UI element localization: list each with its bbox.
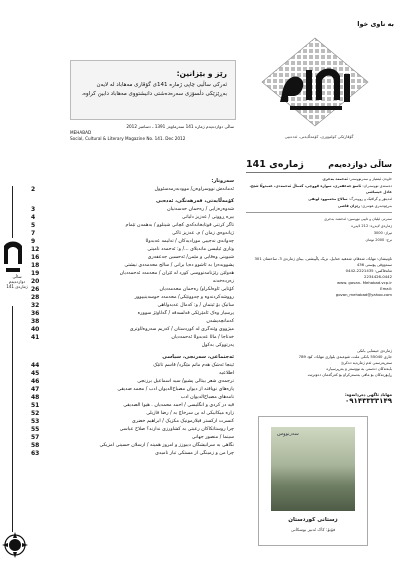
contact-info bbox=[246, 256, 392, 298]
toc-item[interactable] bbox=[28, 186, 234, 194]
contact-line[interactable]: Email: bbox=[380, 286, 392, 291]
editorial-body: ئەرکی ساڵیی چاپی ژمارە 141ی گۆڤاری مەهاباد لە لایەن بەڕێزێکی دڵسۆزی سەرەدەشتی دانیشتووی مەهاباد دابین کراوە. bbox=[81, 82, 227, 97]
magazine-logo bbox=[260, 36, 370, 128]
staff-line bbox=[246, 216, 392, 222]
bank-line: جاری 55040 بانکی ملت، شوعبەی بلواری مهاباد، کۆد 789 bbox=[298, 354, 392, 359]
cover-caption-credit: فۆتۆ: کاک ئەنیر بوسکانی bbox=[290, 528, 336, 533]
toc-page-number: 18 bbox=[31, 262, 40, 269]
toc-item[interactable] bbox=[28, 262, 234, 270]
toc-page-number: 26 bbox=[31, 286, 40, 293]
toc-item[interactable] bbox=[28, 410, 234, 418]
bank-line: بابەتەکان دەستی بە نووسەر و بەرپرسیارە bbox=[326, 366, 392, 371]
staff-name: ئەحمەد بەحری bbox=[322, 177, 348, 181]
toc-page-number: 38 bbox=[31, 318, 40, 325]
toc-title: ئینجا ئەشک هەم ماتم مێگرد/ قاسم تاتێک bbox=[153, 363, 234, 368]
toc-page-number: 45 bbox=[31, 370, 40, 377]
toc-item[interactable] bbox=[28, 238, 234, 246]
toc-item[interactable] bbox=[28, 230, 234, 238]
toc-page-number: 4 bbox=[31, 214, 36, 221]
toc-item[interactable] bbox=[28, 450, 234, 458]
toc-title: کۆتایی ئاوەڵکراو/ رەحمان محەمەدیان bbox=[159, 287, 234, 292]
toc-title: اطلاعیه bbox=[219, 371, 234, 376]
toc-title: کنسرت ارکستر فیلارمونیک مکزیک / ابراهیم خضری bbox=[131, 419, 234, 424]
toc-item[interactable] bbox=[28, 302, 234, 310]
toc-title: رووشەکردنەوە و چەوونێکی/ محەمەد حوسەینیپوور bbox=[134, 295, 234, 300]
contact-line: 2234426-0442 bbox=[364, 274, 392, 279]
toc-title: ژیانەوەی زمان / م. عەزیز تاکی bbox=[171, 231, 234, 236]
year-label: ساڵی دوازدەیەم bbox=[328, 159, 392, 169]
toc-item[interactable] bbox=[28, 434, 234, 442]
toc-item[interactable] bbox=[28, 206, 234, 214]
toc-title: پەرتووکی بەکوڵ bbox=[201, 343, 234, 348]
toc-title: ساتیک بۆ ئیتمان / و: کەماڵ عەبدوڵاهی bbox=[157, 303, 234, 308]
toc-item[interactable] bbox=[28, 246, 234, 254]
toc-item[interactable] bbox=[28, 254, 234, 262]
toc-page-number: 44 bbox=[31, 362, 40, 369]
toc-title: سینما / منصور جهانی bbox=[191, 435, 234, 440]
toc-page-number: 58 bbox=[31, 442, 40, 449]
toc-title: زارە میکانیکی لە بن سرخاچ به / رضا فازیلی bbox=[146, 411, 234, 416]
toc-item[interactable] bbox=[28, 214, 234, 222]
contact-line: تەلەفاکس: 2221435-0442 bbox=[345, 268, 392, 273]
staff-line bbox=[246, 230, 392, 236]
staff-name: تیراژ: 3000 bbox=[373, 231, 392, 235]
toc-item[interactable] bbox=[28, 394, 234, 402]
toc-page-number: 5 bbox=[31, 222, 36, 229]
toc-page-number: 9 bbox=[31, 238, 36, 245]
toc-title: تاگر کرتنی قوتابخانەکەی کچانی شینلوو / بەهمەن تێمام bbox=[125, 223, 234, 228]
toc-item[interactable] bbox=[28, 426, 234, 434]
editorial-title: رێز و بێزانین: bbox=[176, 69, 227, 78]
issue-info bbox=[70, 124, 234, 142]
phone-info bbox=[246, 391, 392, 405]
staff-line: خاوەن ئیمتیاز و سەرنووسەر: ئەحمەد بەحری bbox=[322, 177, 392, 181]
toc-title: خەتاجا / ماڵا عەبدوڵا ئەحمەدیان bbox=[171, 335, 234, 340]
toc-title: چرا من و زمینگی از مستکی تبار نامیدی bbox=[155, 451, 234, 456]
toc-item[interactable] bbox=[28, 402, 234, 410]
side-logo-mark bbox=[0, 238, 26, 306]
side-issue: ژمارەی 141 bbox=[6, 284, 28, 289]
toc-page-number: 7 bbox=[31, 230, 36, 237]
staff-line: بەڕێوەبەری هونەری: رێزان قاضی bbox=[337, 204, 392, 208]
side-year: ساڵی دوازدەیەم bbox=[8, 274, 26, 284]
toc-title: میژووی وێنەگری لە کوردستان / کەریم سەروەڵاوتری bbox=[129, 327, 234, 332]
staff-name: رێزان قاضی bbox=[337, 204, 360, 208]
bank-line: سەرپەرستی ئەم ژمارەیە دەکرێ bbox=[340, 360, 392, 365]
toc-title: نامەهای مصباح‌الدیوان ادب bbox=[180, 395, 234, 400]
section-heading: سەروتار: bbox=[211, 178, 234, 184]
toc-page-number: 47 bbox=[31, 386, 40, 393]
toc-title: شەوەرەزایی / رەحمان حەسەنیان bbox=[167, 207, 234, 212]
toc-page-number: 16 bbox=[31, 254, 40, 261]
basmala-text: به ناوی خوا bbox=[357, 20, 394, 28]
toc-item[interactable] bbox=[28, 278, 234, 286]
toc-page-number: 63 bbox=[31, 450, 40, 457]
toc-page-number: 28 bbox=[31, 294, 40, 301]
toc-title: شیوینی وەفایی و مێمن/ ئەحسین جەعفەری bbox=[147, 255, 234, 260]
toc-item[interactable] bbox=[28, 326, 234, 334]
toc-title: چرا روستاتکاکان رعبتی به کشاورزی ندارند؟ صلاح عباسی bbox=[119, 427, 234, 432]
table-of-contents bbox=[28, 178, 234, 528]
toc-title: قید در کردی و انگلیسی / احمد محمدیان . هیوا الصدیقی bbox=[123, 403, 234, 408]
cover-photo bbox=[271, 427, 355, 511]
toc-page-number: 48 bbox=[31, 394, 40, 401]
issue-info-kurdish: ساڵی دوازدەیەم ژمارە 141 سەرماوەز 1391 ـ دسامبر 2012 bbox=[126, 124, 234, 129]
toc-page-number: 55 bbox=[31, 426, 40, 433]
toc-page-number: 32 bbox=[31, 302, 40, 309]
bank-info bbox=[246, 348, 392, 378]
divider bbox=[246, 212, 392, 213]
staff-role: خاوەن ئیمتیاز و سەرنووسەر bbox=[350, 177, 392, 181]
issue-row bbox=[246, 156, 392, 173]
toc-page-number: 2 bbox=[31, 186, 36, 193]
toc-title: وتاری ئیلیسن ماندیلای .../ و: ئەحمەد نامیتی bbox=[147, 247, 234, 252]
toc-item[interactable] bbox=[28, 362, 234, 370]
staff-name: سەرتی ئیلیان و تایپی نووسین: ئەحمەد بەحری bbox=[324, 217, 392, 221]
side-volume-label bbox=[5, 274, 29, 289]
toc-title: پرسیار وەک ئامێرێکی فەلسەفە / گەڵاوێژ سووره bbox=[137, 311, 234, 316]
toc-item[interactable] bbox=[28, 222, 234, 230]
bank-line: ڕاپۆرتەکان بۆ مافی بەسەرکراو بۆ کەرگەمان دەوترێت bbox=[307, 372, 392, 377]
toc-item[interactable] bbox=[28, 342, 234, 350]
toc-title: بیرە ڕووتی / عەزیز دڵیاتی bbox=[181, 215, 234, 220]
toc-title: ئەمانەش نووسراوەن/ موودبەرمەسئوول bbox=[154, 187, 234, 192]
toc-item[interactable] bbox=[28, 418, 234, 426]
section-heading: کۆمەڵایەتی، فەرهەنگی، ئەدەبی bbox=[156, 198, 234, 204]
toc-page-number: 40 bbox=[31, 326, 40, 333]
toc-title: پشووبدەرا بە ئاشوو دەیا برانی / سالح محەمەدی نیشتی bbox=[124, 263, 234, 268]
toc-item[interactable] bbox=[28, 294, 234, 302]
toc-item[interactable] bbox=[28, 386, 234, 394]
staff-name: ئاسۆ جەعفەری، سوارە قووچی، کەماڵ ئەحمەدی، عەبدوڵا شێخ، عادل خیساشی bbox=[249, 184, 392, 194]
toc-page-number: 19 bbox=[31, 270, 40, 277]
staff-role: دەستەی نووسەران bbox=[363, 184, 392, 188]
staff-line: ئەدیتۆر و گرافیک و رووبەرگ: سالاح محەموود لوتفی bbox=[308, 197, 392, 201]
contact-line[interactable]: govan_mehabad@yahoo.com bbox=[335, 292, 392, 297]
toc-item[interactable] bbox=[28, 270, 234, 278]
toc-item[interactable] bbox=[28, 442, 234, 450]
staff-role: ئەدیتۆر و گرافیک و رووبەرگ bbox=[349, 197, 392, 201]
phone-number: ۰۹۱۴۳۳۳۳۱۴۹ bbox=[345, 397, 392, 405]
toc-title: پارەهای نوپافتە از دیوان مصباح‌الدیوان ادب / محمد صدیقی bbox=[117, 387, 234, 392]
staff-credits bbox=[246, 176, 392, 244]
toc-item[interactable] bbox=[28, 370, 234, 378]
toc-page-number: 41 bbox=[31, 334, 40, 341]
toc-title: ترجمەی شعر بیتالی پشیو/ سید اسماعیل برزنجی bbox=[137, 379, 234, 384]
section-heading: ئەجتماعی، سەرنجی، سیاسی bbox=[162, 354, 234, 360]
toc-title: چەوانەی نەجیبی مورادیەکان / تەلیمە عەبدوڵا bbox=[145, 239, 234, 244]
contact-line[interactable]: www. govan- Mehabad.vcp.ir bbox=[337, 280, 392, 285]
staff-line: دەستەی نووسەران: ئاسۆ جەعفەری، سوارە قووچی، کەماڵ ئەحمەدی، عەبدوڵا شێخ، عادل خیساشی bbox=[249, 184, 392, 194]
toc-page-number: 12 bbox=[31, 246, 40, 253]
staff-line bbox=[246, 237, 392, 243]
toc-item[interactable] bbox=[28, 378, 234, 386]
staff-name: ژمارەی لاپەڕە: 212 لاپەڕە bbox=[351, 224, 392, 228]
toc-item[interactable] bbox=[28, 310, 234, 318]
logo-caption: گۆڤارێکی کولتووری، کۆمەڵایەتی، ئەدەبیی bbox=[284, 134, 354, 139]
toc-page-number: 20 bbox=[31, 278, 40, 285]
issue-number: ژمارەی 141 bbox=[246, 158, 304, 170]
toc-title: کەمانچەیشەن bbox=[206, 319, 234, 324]
cover-mark: سەرنووس bbox=[277, 431, 299, 437]
staff-name: نرخ: 2000 تومان bbox=[365, 238, 392, 242]
toc-item[interactable] bbox=[28, 318, 234, 326]
staff-line bbox=[246, 223, 392, 229]
staff-name: سالاح محەموود لوتفی bbox=[308, 197, 348, 201]
toc-title: زەردەخەنە bbox=[212, 279, 234, 284]
issue-info-title-latin: MEHABAD bbox=[70, 130, 92, 135]
toc-page-number: 46 bbox=[31, 378, 40, 385]
toc-page-number: 3 bbox=[31, 206, 36, 213]
toc-page-number: 51 bbox=[31, 402, 40, 409]
contact-line: سندووقی پۆستی 436 bbox=[356, 262, 392, 267]
bank-line: ژمارەی حیسابی بانکی bbox=[356, 348, 392, 353]
masthead-column bbox=[238, 0, 400, 566]
toc-page-number: 52 bbox=[31, 410, 40, 417]
editorial-box bbox=[70, 60, 236, 120]
toc-item[interactable] bbox=[28, 286, 234, 294]
toc-title: نگاهی به سرانیشگان دیبوزز و امروز همینه / ارسلان حسینی آمزیکی bbox=[99, 443, 234, 448]
issue-info-description-latin: Social, Cultural & Literary Magazine No. 141. Dec 2012 bbox=[70, 136, 186, 141]
toc-title: هەوڵێن رێژنامەنووسی کورد لە ئێران / محەمەد ئەحمەدیان bbox=[119, 271, 234, 276]
toc-page-number: 53 bbox=[31, 418, 40, 425]
cover-caption-title: زستانی کوردستان bbox=[288, 517, 338, 523]
cover-preview bbox=[258, 416, 368, 546]
staff-role: بەڕێوەبەری هونەری bbox=[362, 204, 392, 208]
contact-line: ناونیشان: مهاباد، شەقام، شەهید خەلیل، نزیک پاڵپیشتی، بینای ژمارەی 3، ساختمان 301 bbox=[254, 256, 392, 261]
toc-item[interactable] bbox=[28, 334, 234, 342]
ornament-icon bbox=[2, 532, 28, 558]
toc-page-number: 57 bbox=[31, 434, 40, 441]
phone-label: مهاباد ئاگهی دەردانەوە: bbox=[345, 392, 392, 397]
toc-page-number: 36 bbox=[31, 310, 40, 317]
